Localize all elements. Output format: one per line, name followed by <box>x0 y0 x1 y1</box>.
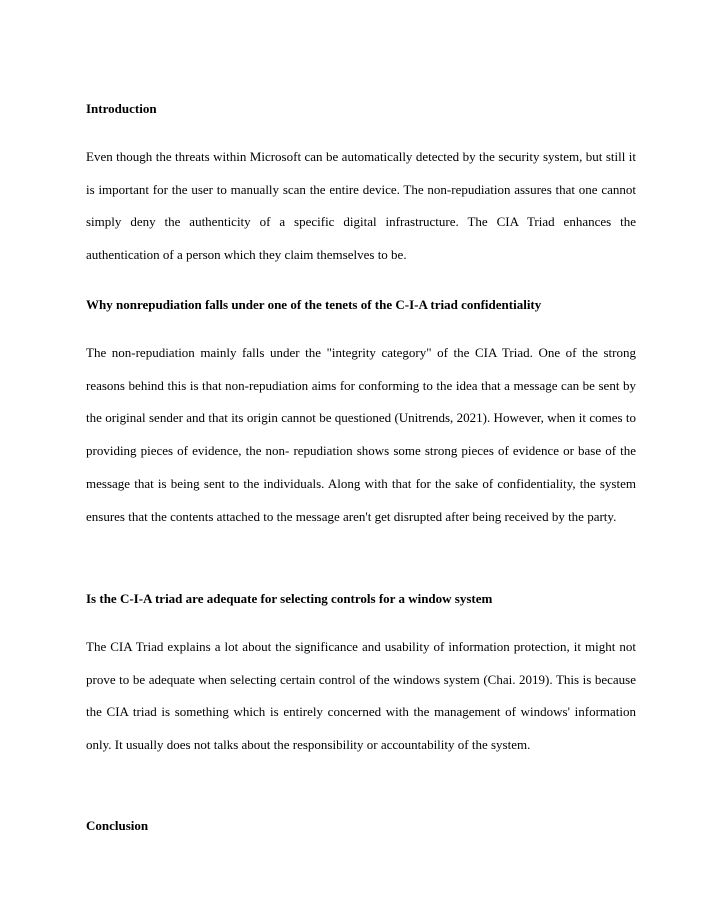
paragraph-cia-adequacy: The CIA Triad explains a lot about the significance and usability of information protection, it might not prove to be adequate when selecting certain control of the windows system (Chai. 2019). This is because the CIA triad is something which is entirely concerned with the management of windows' information only. It usually does not talks about the responsibility or accountability of the system. <box>86 639 636 753</box>
heading-cia-adequacy: Is the C-I-A triad are adequate for selecting controls for a window system <box>86 591 493 606</box>
heading-introduction: Introduction <box>86 101 157 116</box>
paragraph-nonrepudiation: The non-repudiation mainly falls under the "integrity category" of the CIA Triad. One of the strong reasons behind this is that non-repudiation aims for conforming to the idea that a message can be sent by the original sender and that its origin cannot be questioned (Unitrends, 2021). However, when it comes to providing pieces of evidence, the non- repudiation shows some strong pieces of evidence or base of the message that is being sent to the individuals. Along with that for the sake of confidentiality, the system ensures that the contents attached to the message aren't get disrupted after being received by the party. <box>86 345 636 524</box>
heading-conclusion: Conclusion <box>86 818 149 833</box>
paragraph-introduction: Even though the threats within Microsoft can be automatically detected by the security system, but still it is important for the user to manually scan the entire device. The non-repudiation assures that one cannot simply deny the authenticity of a specific digital infrastructure. The CIA Triad enhances the authentication of a person which they claim themselves to be. <box>86 149 636 263</box>
heading-nonrepudiation: Why nonrepudiation falls under one of the tenets of the C-I-A triad confidentiality <box>86 297 542 312</box>
document-page <box>86 0 636 918</box>
